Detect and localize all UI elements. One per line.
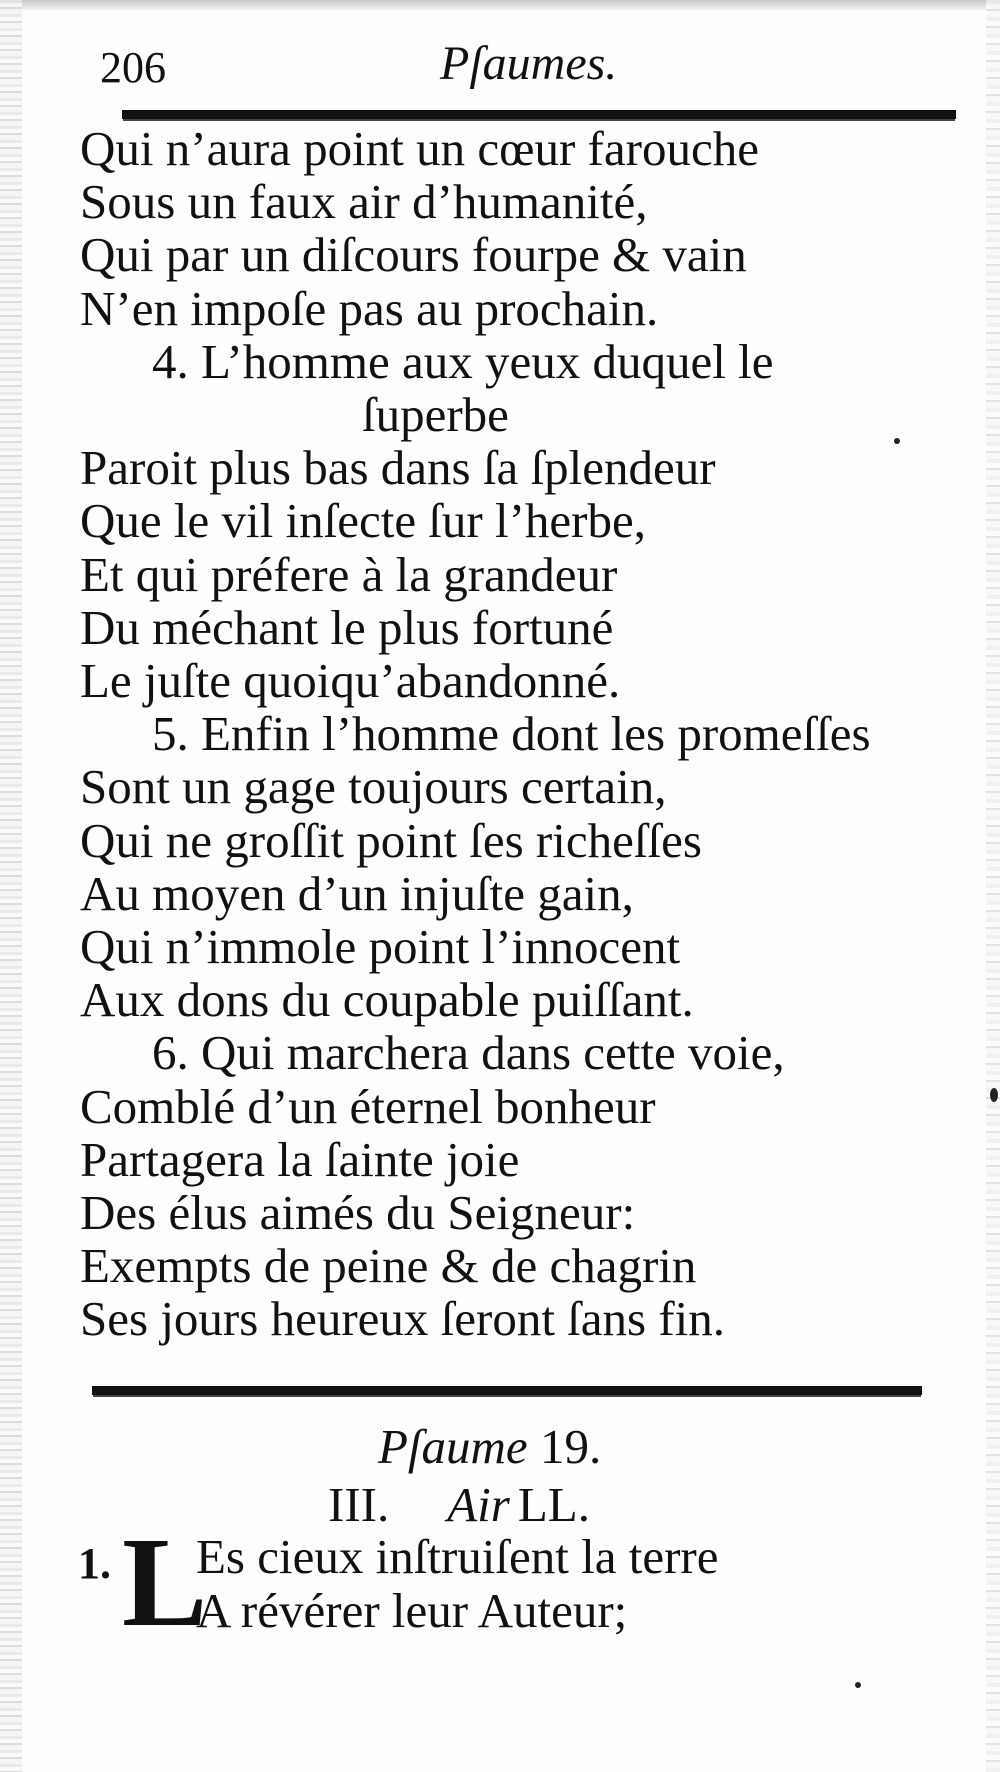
verse-line: Comblé d’un éternel bonheur [80,1078,656,1134]
verse-line: Qui ne groſſit point ſes richeſſes [80,812,702,868]
opening-line: A révérer leur Auteur; [196,1583,628,1638]
verse-line: Ses jours heureux ſeront ſans fin. [80,1291,726,1347]
psalm-title-word: Pſaume [378,1419,528,1474]
verse-line: Des élus aimés du Seigneur: [80,1185,636,1241]
verse-line: Partagera la ſainte joie [80,1131,520,1187]
verse-line: Du méchant le plus fortuné [80,599,614,655]
drop-cap: L [122,1511,208,1653]
page-top-edge [0,0,1000,10]
verse-line: 5. Enfin l’homme dont les promeſſes [152,706,871,762]
page-right-edge [986,0,1000,1772]
verse-line: Et qui préfere à la grandeur [80,546,618,602]
verse-line: ſuperbe [362,387,509,443]
verse-line: Aux dons du coupable puiſſant. [80,972,694,1028]
ink-speck [855,1682,861,1688]
ink-speck [894,438,900,444]
air-label: Air [447,1477,510,1532]
first-verse-number: 1. [78,1539,111,1588]
verse-line: Qui n’immole point l’innocent [80,919,681,975]
verse-line: N’en impoſe pas au prochain. [80,280,659,336]
section-rule [92,1386,922,1395]
verse-line: Le juſte quoiqu’abandonné. [80,653,621,709]
psalm-verses [80,122,980,1346]
air-code: LL. [517,1477,590,1532]
air-line [328,1476,590,1533]
verse-line: Au moyen d’un injuſte gain, [80,865,634,921]
psalm-title-number: 19. [539,1419,602,1474]
verse-line: Sous un faux air d’humanité, [80,174,648,230]
psalm-title [378,1418,601,1475]
running-head: Pſaumes. [440,37,618,90]
verse-line: Exempts de peine & de chagrin [80,1238,697,1294]
verse-line: 6. Qui marchera dans cette voie, [152,1025,785,1081]
verse-line: Paroit plus bas dans ſa ſplendeur [80,440,716,496]
verse-line: Sont un gage toujours certain, [80,759,667,815]
verse-line: 4. L’homme aux yeux duquel le [152,333,774,389]
verse-line: Que le vil inſecte ſur l’herbe, [80,493,646,549]
ink-speck [990,1088,998,1102]
page-header [0,28,1000,98]
header-rule [122,110,956,119]
verse-line: Qui par un diſcours fourpe & vain [80,227,747,283]
verse-line: Qui n’aura point un cœur farouche [80,121,759,176]
opening-lines [196,1530,718,1638]
page-left-edge [0,0,22,1772]
opening-line: Es cieux inſtruiſent la terre [196,1529,719,1584]
roman-numeral: III. [328,1477,390,1532]
page-number: 206 [100,43,166,92]
